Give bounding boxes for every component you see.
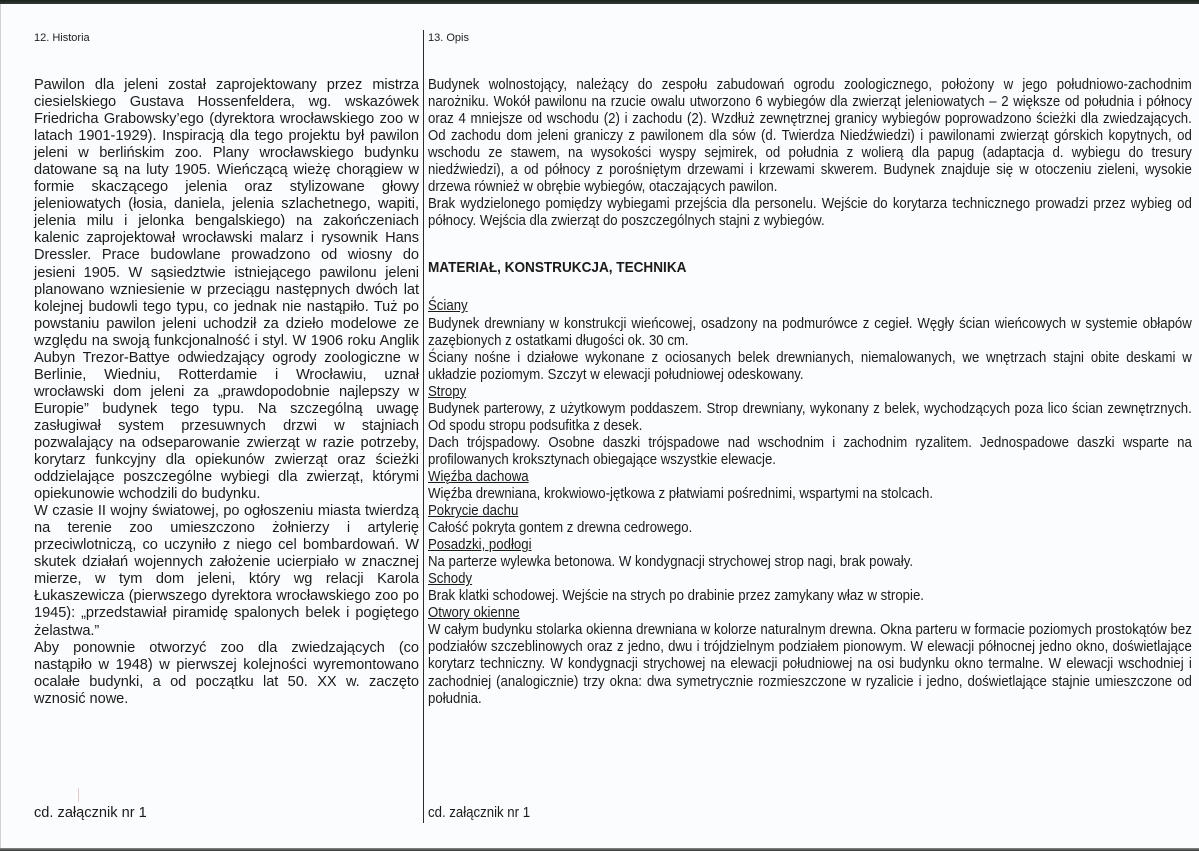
opis-content [428, 77, 1192, 708]
subsection-heading-schody: Schody [428, 571, 473, 588]
subsection-heading-otwory: Otwory okienne [428, 605, 520, 622]
historia-paragraph: W czasie II wojny światowej, po ogłoszeniu miasta twierdzą na terenie zoo umieszczono żołnierzy i artylerię przeciwlotniczą, co uczyniło z niego cel bombardowań. W skutek działań wojennych założenie ucierpiało w znacznej mierze, w tym dom jeleni, który wg relacji Karola Łukaszewicza (pierwszego dyrektora wrocławskiego zoo po 1945): „przedstawiał piramidę spalonych belek i pogiętego żelastwa.” [34, 503, 419, 639]
subsection-heading-sciany: Ściany [428, 298, 468, 315]
subsection-heading-wiezba: Więźba dachowa [428, 468, 529, 485]
section-heading-material: MATERIAŁ, KONSTRUKCJA, TECHNIKA [428, 259, 687, 277]
subsection-paragraph: Budynek drewniany w konstrukcji wieńcowej, osadzony na podmurówce z cegieł. Węgły ścian wieńcowych w systemie obłapów zazębionych z ostatkami długości ok. 30 cm. [428, 315, 1192, 349]
section-label-opis: 13. Opis [428, 32, 469, 44]
column-divider [423, 30, 424, 823]
subsection-paragraph: Brak klatki schodowej. Wejście na strych po drabinie przez zamykany właz w stropie. [428, 588, 924, 605]
subsection-heading-stropy: Stropy [428, 383, 467, 400]
opis-paragraph: Brak wydzielonego pomiędzy wybiegami przejścia dla personelu. Wejście do korytarza technicznego prowadzi przez wybieg od północy. Wejścia dla zwierząt do poszczególnych stajni z wybiegów. [428, 196, 1192, 230]
scan-artifact [78, 788, 79, 802]
subsection-heading-posadzki: Posadzki, podłogi [428, 537, 532, 554]
section-label-historia: 12. Historia [34, 32, 90, 44]
footer-continuation-left: cd. załącznik nr 1 [34, 805, 147, 821]
opis-column [428, 77, 1192, 708]
historia-paragraph: Aby ponownie otworzyć zoo dla zwiedzających (co nastąpiło w 1948) w pierwszej kolejności wyremontowano ocalałe budynki, a od początku lat 50. XX w. zaczęto wznosić nowe. [34, 639, 419, 707]
subsection-paragraph: Dach trójspadowy. Osobne daszki trójspadowe nad wschodnim i zachodnim ryzalitem. Jednospadowe daszki wsparte na profilowanych kroksztynach obiegające wszystkie elewacje. [428, 434, 1192, 468]
historia-column [34, 77, 419, 708]
subsection-paragraph: Więźba drewniana, krokwiowo-jętkowa z płatwiami pośrednimi, wspartymi na stolcach. [428, 485, 934, 502]
subsection-paragraph: Budynek parterowy, z użytkowym poddaszem. Strop drewniany, wykonany z belek, wychodzących poza lico ścian zewnętrznych. Od spodu stropu podsufitka z desek. [428, 400, 1192, 434]
subsection-paragraph: W całym budynku stolarka okienna drewniana w kolorze naturalnym drewna. Okna parteru w formacie poziomych prostokątów bez podziałów szczeblinowych oraz z jedno, dwu i trójdzielnym podziałem pionowym. W elewacji północnej jedno okno, doświetlające korytarz techniczny. W kondygnacji strychowej na elewacji południowej na osi budynku okno termalne. W elewacji wschodniej i zachodniej (analogicznie) trzy okna: dwa symetrycznie rozmieszczone w ryzalicie i jedno, doświetlające stajnie umieszczone od południa. [428, 622, 1192, 707]
subsection-paragraph: Na parterze wylewka betonowa. W kondygnacji strychowej strop nagi, brak powały. [428, 554, 913, 571]
footer-continuation-right: cd. załącznik nr 1 [428, 805, 531, 821]
historia-paragraph: Pawilon dla jeleni został zaprojektowany przez mistrza ciesielskiego Gustava Hossenfeldera, wg. wskazówek Friedricha Grabowsky’ego (dyrektora wrocławskiego zoo w latach 1901-1929). Inspiracją dla tego projektu był pawilon jeleni w berlińskim zoo. Plany wrocławskiego budynku datowane są na luty 1905. Wieńczącą wieżę chorągiew w formie skaczącego jelenia oraz stylizowane głowy jeleniowatych (łosia, daniela, jelenia szlachetnego, wapiti, jelenia milu i jelonka bengalskiego) na zakończeniach kalenic zaprojektował wrocławski malarz i rysownik Hans Dressler. Prace budowlane prowadzono od wiosny do jesieni 1905. W sąsiedztwie istniejącego pawilonu jeleni planowano wzniesienie w przeciągu następnych dwóch lat kolejnej budowli tego typu, co jednak nie nastąpiło. Tuż po powstaniu pawilon jeleni uchodził za dzieło modelowe ze względu na swoją funkcjonalność i styl. W 1906 roku Anglik Aubyn Trezor-Battye odwiedzający ogrody zoologiczne w Berlinie, Wiedniu, Rotterdamie i Wrocławiu, uznał wrocławski dom jeleni za „prawdopodobnie najlepszy w Europie” budynek tego typu. Na szczególną uwagę zasługiwał system przesuwnych drzwi w stajniach pozwalający na odseparowanie zwierząt w razie potrzeby, korytarz funkcyjny dla opiekunów zwierząt oraz ścieżki oddzielające poszczególne wybiegi dla zwierząt, którymi opiekunowie wchodzili do budynku. [34, 77, 419, 503]
subsection-paragraph: Całość pokryta gontem z drewna cedrowego. [428, 520, 693, 537]
subsection-paragraph: Ściany nośne i działowe wykonane z ociosanych belek drewnianych, niemalowanych, we wnętrzach stajni obite deskami w układzie poziomym. Szczyt w elewacji południowej odeskowany. [428, 349, 1192, 383]
subsection-heading-pokrycie: Pokrycie dachu [428, 503, 519, 520]
opis-paragraph: Budynek wolnostojący, należący do zespołu zabudowań ogrodu zoologicznego, położony w jego południowo-zachodnim narożniku. Wokół pawilonu na rzucie owalu utworzono 6 wybiegów dla zwierząt jeleniowatych – 2 większe od południa i północy oraz 4 mniejsze od wschodu (2) i zachodu (2). Wzdłuż zewnętrznej granicy wybiegów poprowadzono ścieżki dla zwiedzających. Od zachodu dom jeleni graniczy z pawilonem dla sów (d. Twierdza Niedźwiedzi) i pawilonami zwierząt górskich kopytnych, od wschodu ze stawem, na wysokości wyspy sejmirek, od południa z wolierą dla papug (adaptacja d. wybiegu do tresury niedźwiedzi), a od północy z porośniętym drzewami i krzewami skwerem. Budynek znajduje się w otoczeniu zieleni, wysokie drzewa również w obrębie wybiegów, otaczających pawilon. [428, 77, 1192, 196]
